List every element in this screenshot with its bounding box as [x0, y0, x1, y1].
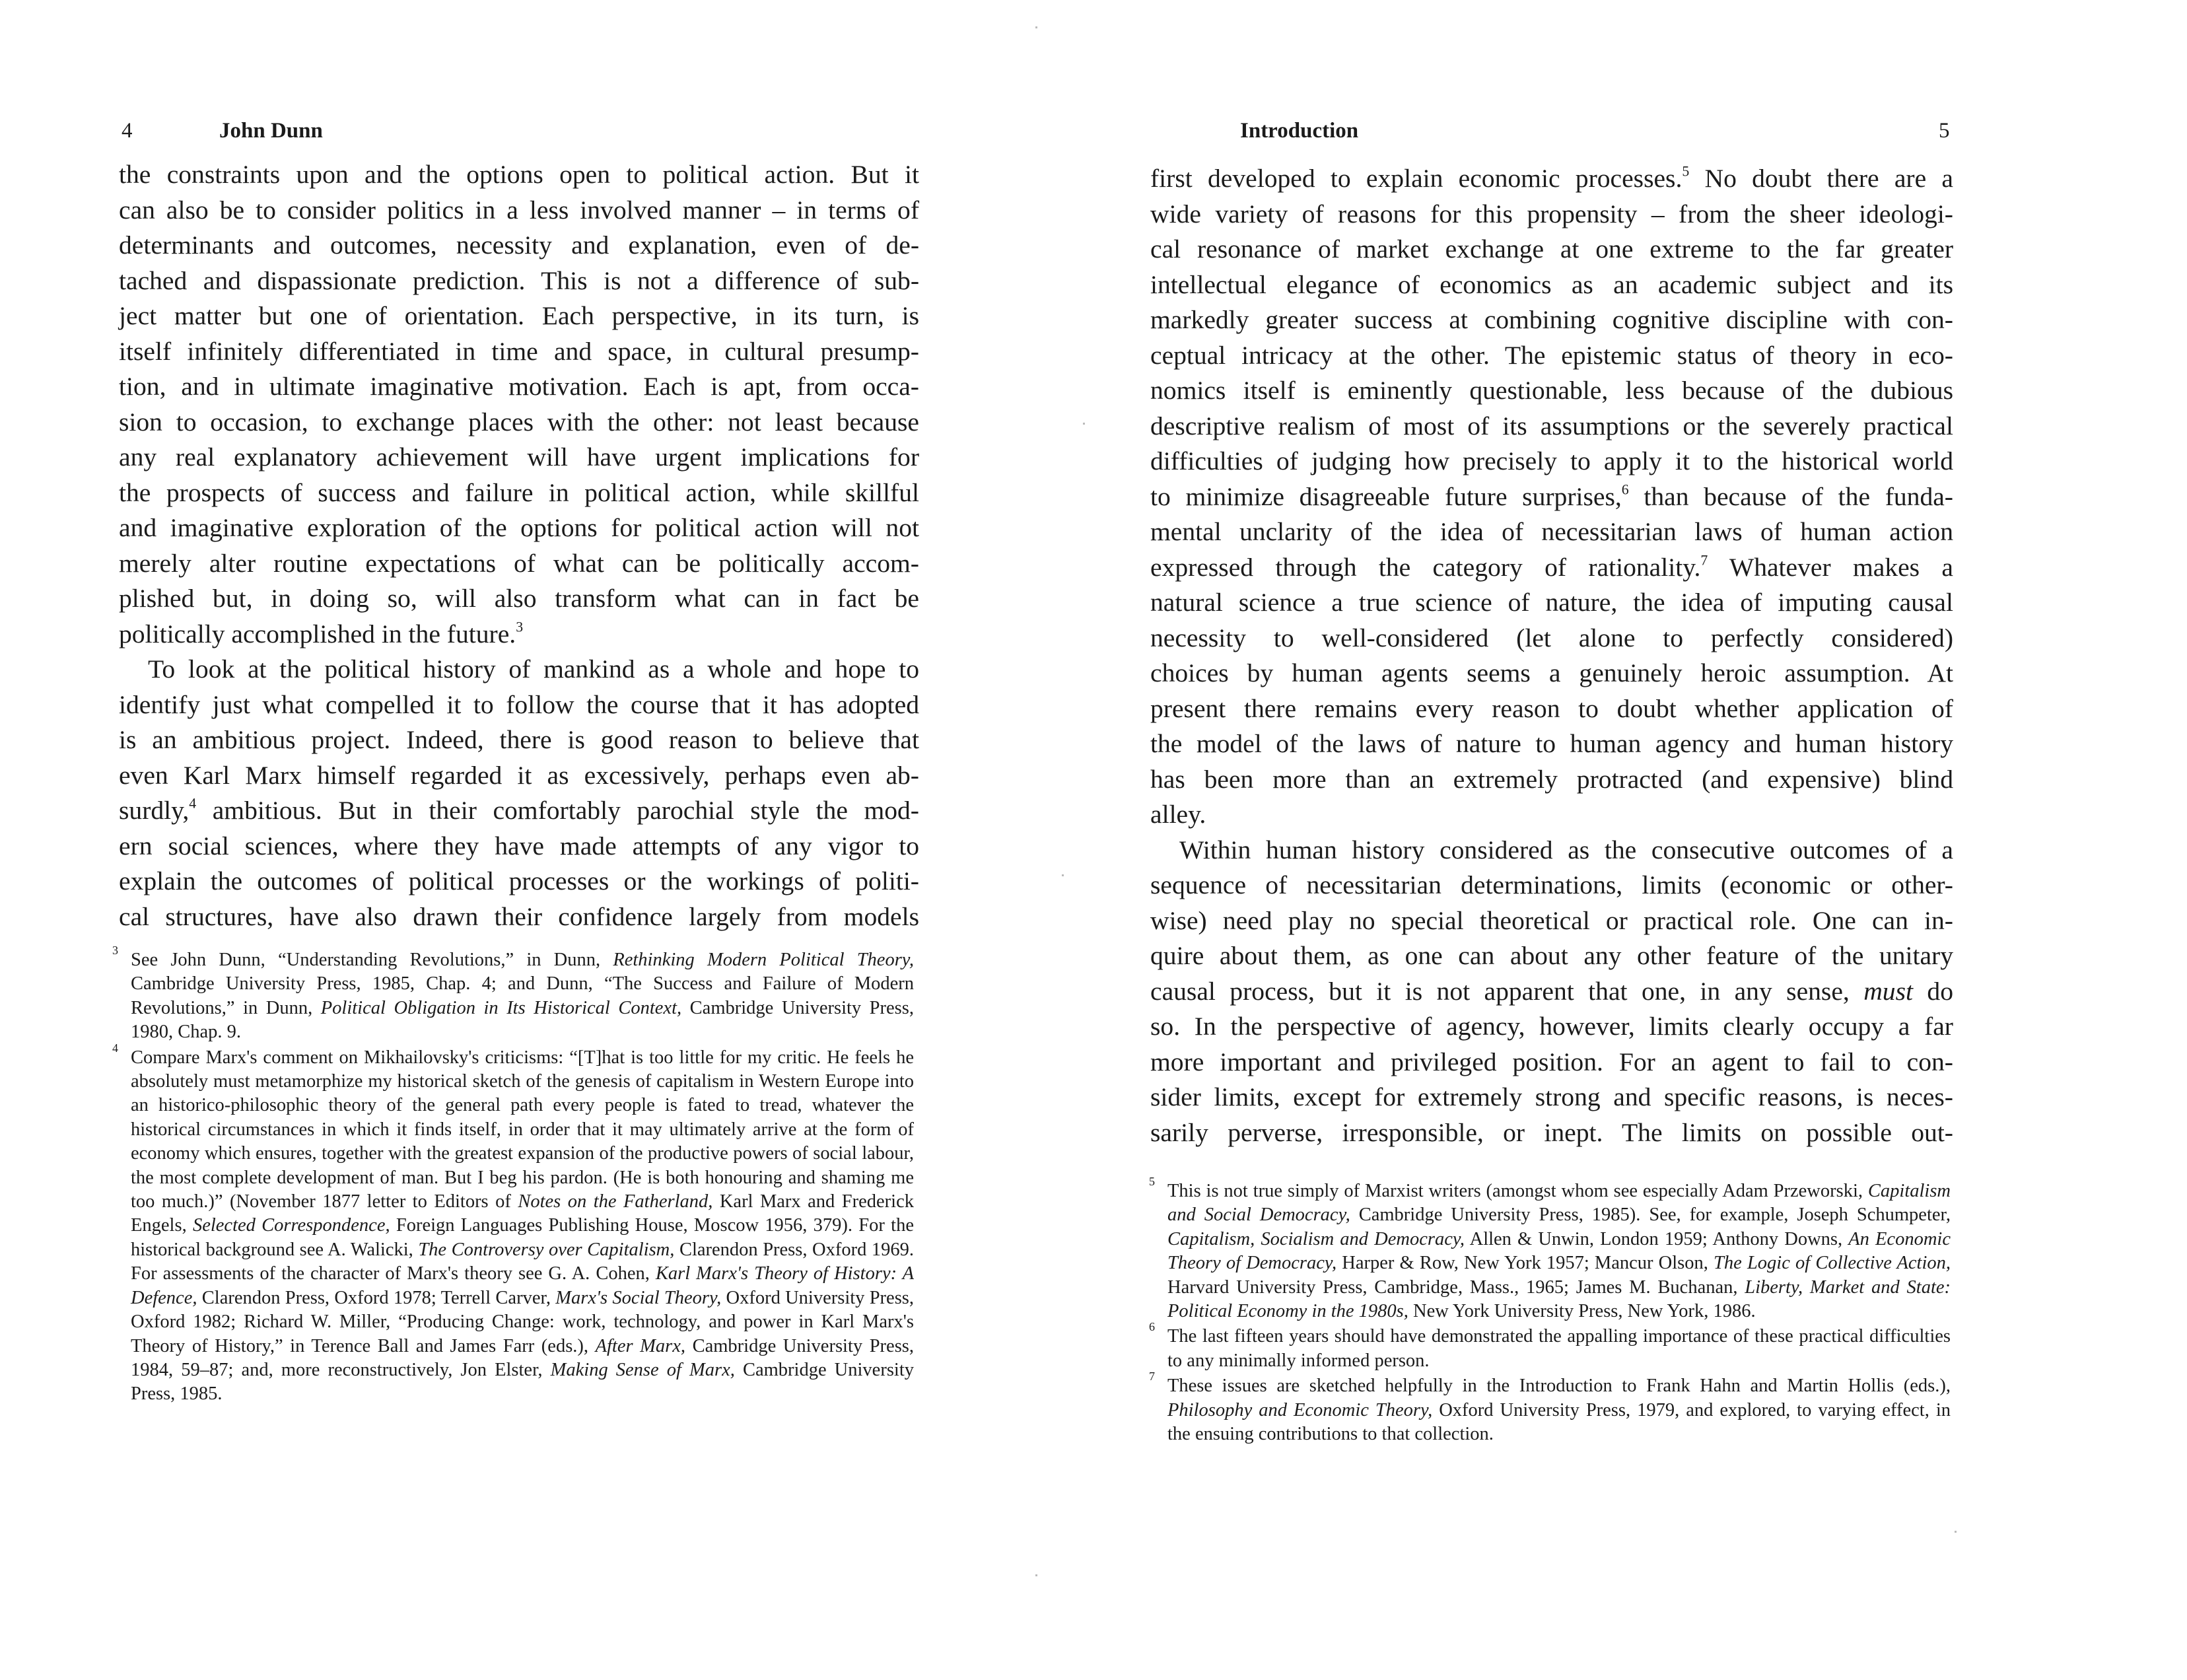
footnote-6: 6 The last fifteen years should have demonstrated the appalling importance of these practical difficulties to any minimally informed person.	[1149, 1320, 1951, 1371]
right-body-text	[1150, 161, 1953, 1150]
scan-speck	[1035, 26, 1037, 28]
footnote-ref-6[interactable]: 6	[1621, 481, 1629, 498]
footnote-ref-3[interactable]: 3	[516, 619, 524, 635]
right-paragraph-2: Within human history considered as the consecutive outcomes of a sequence of necessitarian determinations, limits (economic or other- wise) need play no special theoretical or practical role. One can in- quire about them, as one can about any other feature of the unitary causal process, but it is not apparent that one, in any sense, must do so. In the perspective of agency, however, limits clearly occupy a far more important and privileged position. For an agent to fail to con- sider limits, except for extremely strong and specific reasons, is neces- sarily perverse, irresponsible, or inept. The limits on possible out-	[1150, 835, 1953, 1147]
left-paragraph-1: the constraints upon and the options open to political action. But it can also be to consider politics in a less involved manner – in terms of determinants and outcomes, necessity and explanation, even of de- tached and dispassionate prediction. This is not a difference of sub- ject matter but one of orientation. Each perspective, in its turn, is itself infinitely differentiated in time and space, in cultural presump- tion, and in ultimate imaginative motivation. Each is apt, from occa- sion to occasion, to exchange places with the other: not least because any real explanatory achievement will have urgent implications for the prospects of success and failure in political action, while skillful and imaginative exploration of the options for political action will not merely alter routine expectations of what can be politically accom- plished but, in doing so, will also transform what can in fact be politically accomplished in the future.$^3$	[119, 160, 919, 648]
footnote-5: 5 This is not true simply of Marxist writers (amongst whom see especially Adam Przeworski, Capitalism and Social Democracy, Cambridge University Press, 1985). See, for example, Joseph Schumpeter, Capitalism, Socialism and Democracy, Allen & Unwin, London 1959; Anthony Downs, An Economic Theory of Democracy, Harper & Row, New York 1957; Mancur Olson, The Logic of Collective Action, Harvard University Press, Cambridge, Mass., 1965; James M. Buchanan, Liberty, Market and State: Political Economy in the 1980s, New York University Press, New York, 1986.	[1149, 1175, 1951, 1322]
scan-speck	[1035, 1574, 1037, 1576]
scan-speck	[1083, 423, 1085, 425]
footnote-3: 3 See John Dunn, “Understanding Revolutions,” in Dunn, Rethinking Modern Political Theory, Cambridge University Press, 1985, Chap. 4; and Dunn, “The Success and Failure of Modern Revolutions,” in Dunn, Political Obligation in Its Historical Context, Cambridge University Press, 1980, Chap. 9.	[112, 944, 914, 1043]
right-paragraph-1: first developed to explain economic processes.$^5$ No doubt there are a wide variety of reasons for this propensity – from the sheer ideologi- cal resonance of market exchange at one extreme to the far greater intellectual elegance of economics as an academic subject and its markedly greater success at combining cognitive discipline with con- ceptual intricacy at the other. The epistemic status of theory in eco- nomics itself is eminently questionable, less because of the dubious descriptive realism of most of its assumptions or the severely practical difficulties of judging how precisely to apply it to the historical world to minimize disagreeable future surprises,$^6$ than because of the funda- mental unclarity of the idea of necessitarian laws of human action expressed through the category of rationality.$^7$ Whatever makes a natural science a true science of nature, the idea of imputing causal necessity to well-considered (let alone to perfectly considered) choices by human agents seems a genuinely heroic assumption. At present there remains every reason to doubt whether application of the model of the laws of nature to human agency and human history has been more than an extremely protracted (and expensive) blind alley.	[1150, 163, 1953, 829]
right-running-head: Introduction	[1240, 119, 1359, 143]
footnote-ref-7[interactable]: 7	[1700, 552, 1708, 569]
right-page-number: 5	[1939, 119, 1950, 143]
right-page	[1094, 0, 2187, 1680]
right-footnotes	[1149, 1175, 1951, 1448]
footnote-7: 7 These issues are sketched helpfully in the Introduction to Frank Hahn and Martin Hollis (eds.), Philosophy and Economic Theory, Oxford University Press, 1979, and explored, to varying effect, in the ensuing contributions to that collection.	[1149, 1370, 1951, 1445]
left-running-head: John Dunn	[219, 119, 323, 143]
left-paragraph-2: To look at the political history of mankind as a whole and hope to identify just what compelled it to follow the course that it has adopted is an ambitious project. Indeed, there is good reason to believe that even Karl Marx himself regarded it as excessively, perhaps even ab- surdly,$^4$ ambitious. But in their comfortably parochial style the mod- ern social sciences, where they have made attempts of any vigor to explain the outcomes of political processes or the workings of politi- cal structures, have also drawn their confidence largely from models	[119, 654, 919, 931]
footnote-ref-5[interactable]: 5	[1682, 163, 1690, 180]
left-footnotes	[112, 944, 915, 1408]
footnote-ref-4[interactable]: 4	[189, 795, 197, 812]
scan-speck	[1955, 1531, 1957, 1533]
left-page-number: 4	[122, 119, 133, 143]
scan-speck	[1062, 874, 1064, 876]
footnote-4: 4 Compare Marx's comment on Mikhailovsky's criticisms: “[T]hat is too little for my critic. He feels he absolutely must metamorphize my historical sketch of the genesis of capitalism in Western Europe into an historico-philosophic theory of the general path every people is fated to tread, whatever the historical circumstances in which it finds itself, in order that it may ultimately arrive at the form of economy which ensures, together with the greatest expansion of the productive powers of social labour, the most complete development of man. But I beg his pardon. (He is both honouring and shaming me too much.)” (November 1877 letter to Editors of Notes on the Fatherland, Karl Marx and Frederick Engels, Selected Correspondence, Foreign Languages Publishing House, Moscow 1956, 379). For the historical background see A. Walicki, The Controversy over Capitalism, Clarendon Press, Oxford 1969. For assessments of the character of Marx's theory see G. A. Cohen, Karl Marx's Theory of History: A Defence, Clarendon Press, Oxford 1978; Terrell Carver, Marx's Social Theory, Oxford University Press, Oxford 1982; Richard W. Miller, “Producing Change: work, technology, and power in Karl Marx's Theory of History,” in Terence Ball and James Farr (eds.), After Marx, Cambridge University Press, 1984, 59–87; and, more reconstructively, Jon Elster, Making Sense of Marx, Cambridge University Press, 1985.	[112, 1041, 915, 1405]
left-body-text	[119, 157, 919, 934]
